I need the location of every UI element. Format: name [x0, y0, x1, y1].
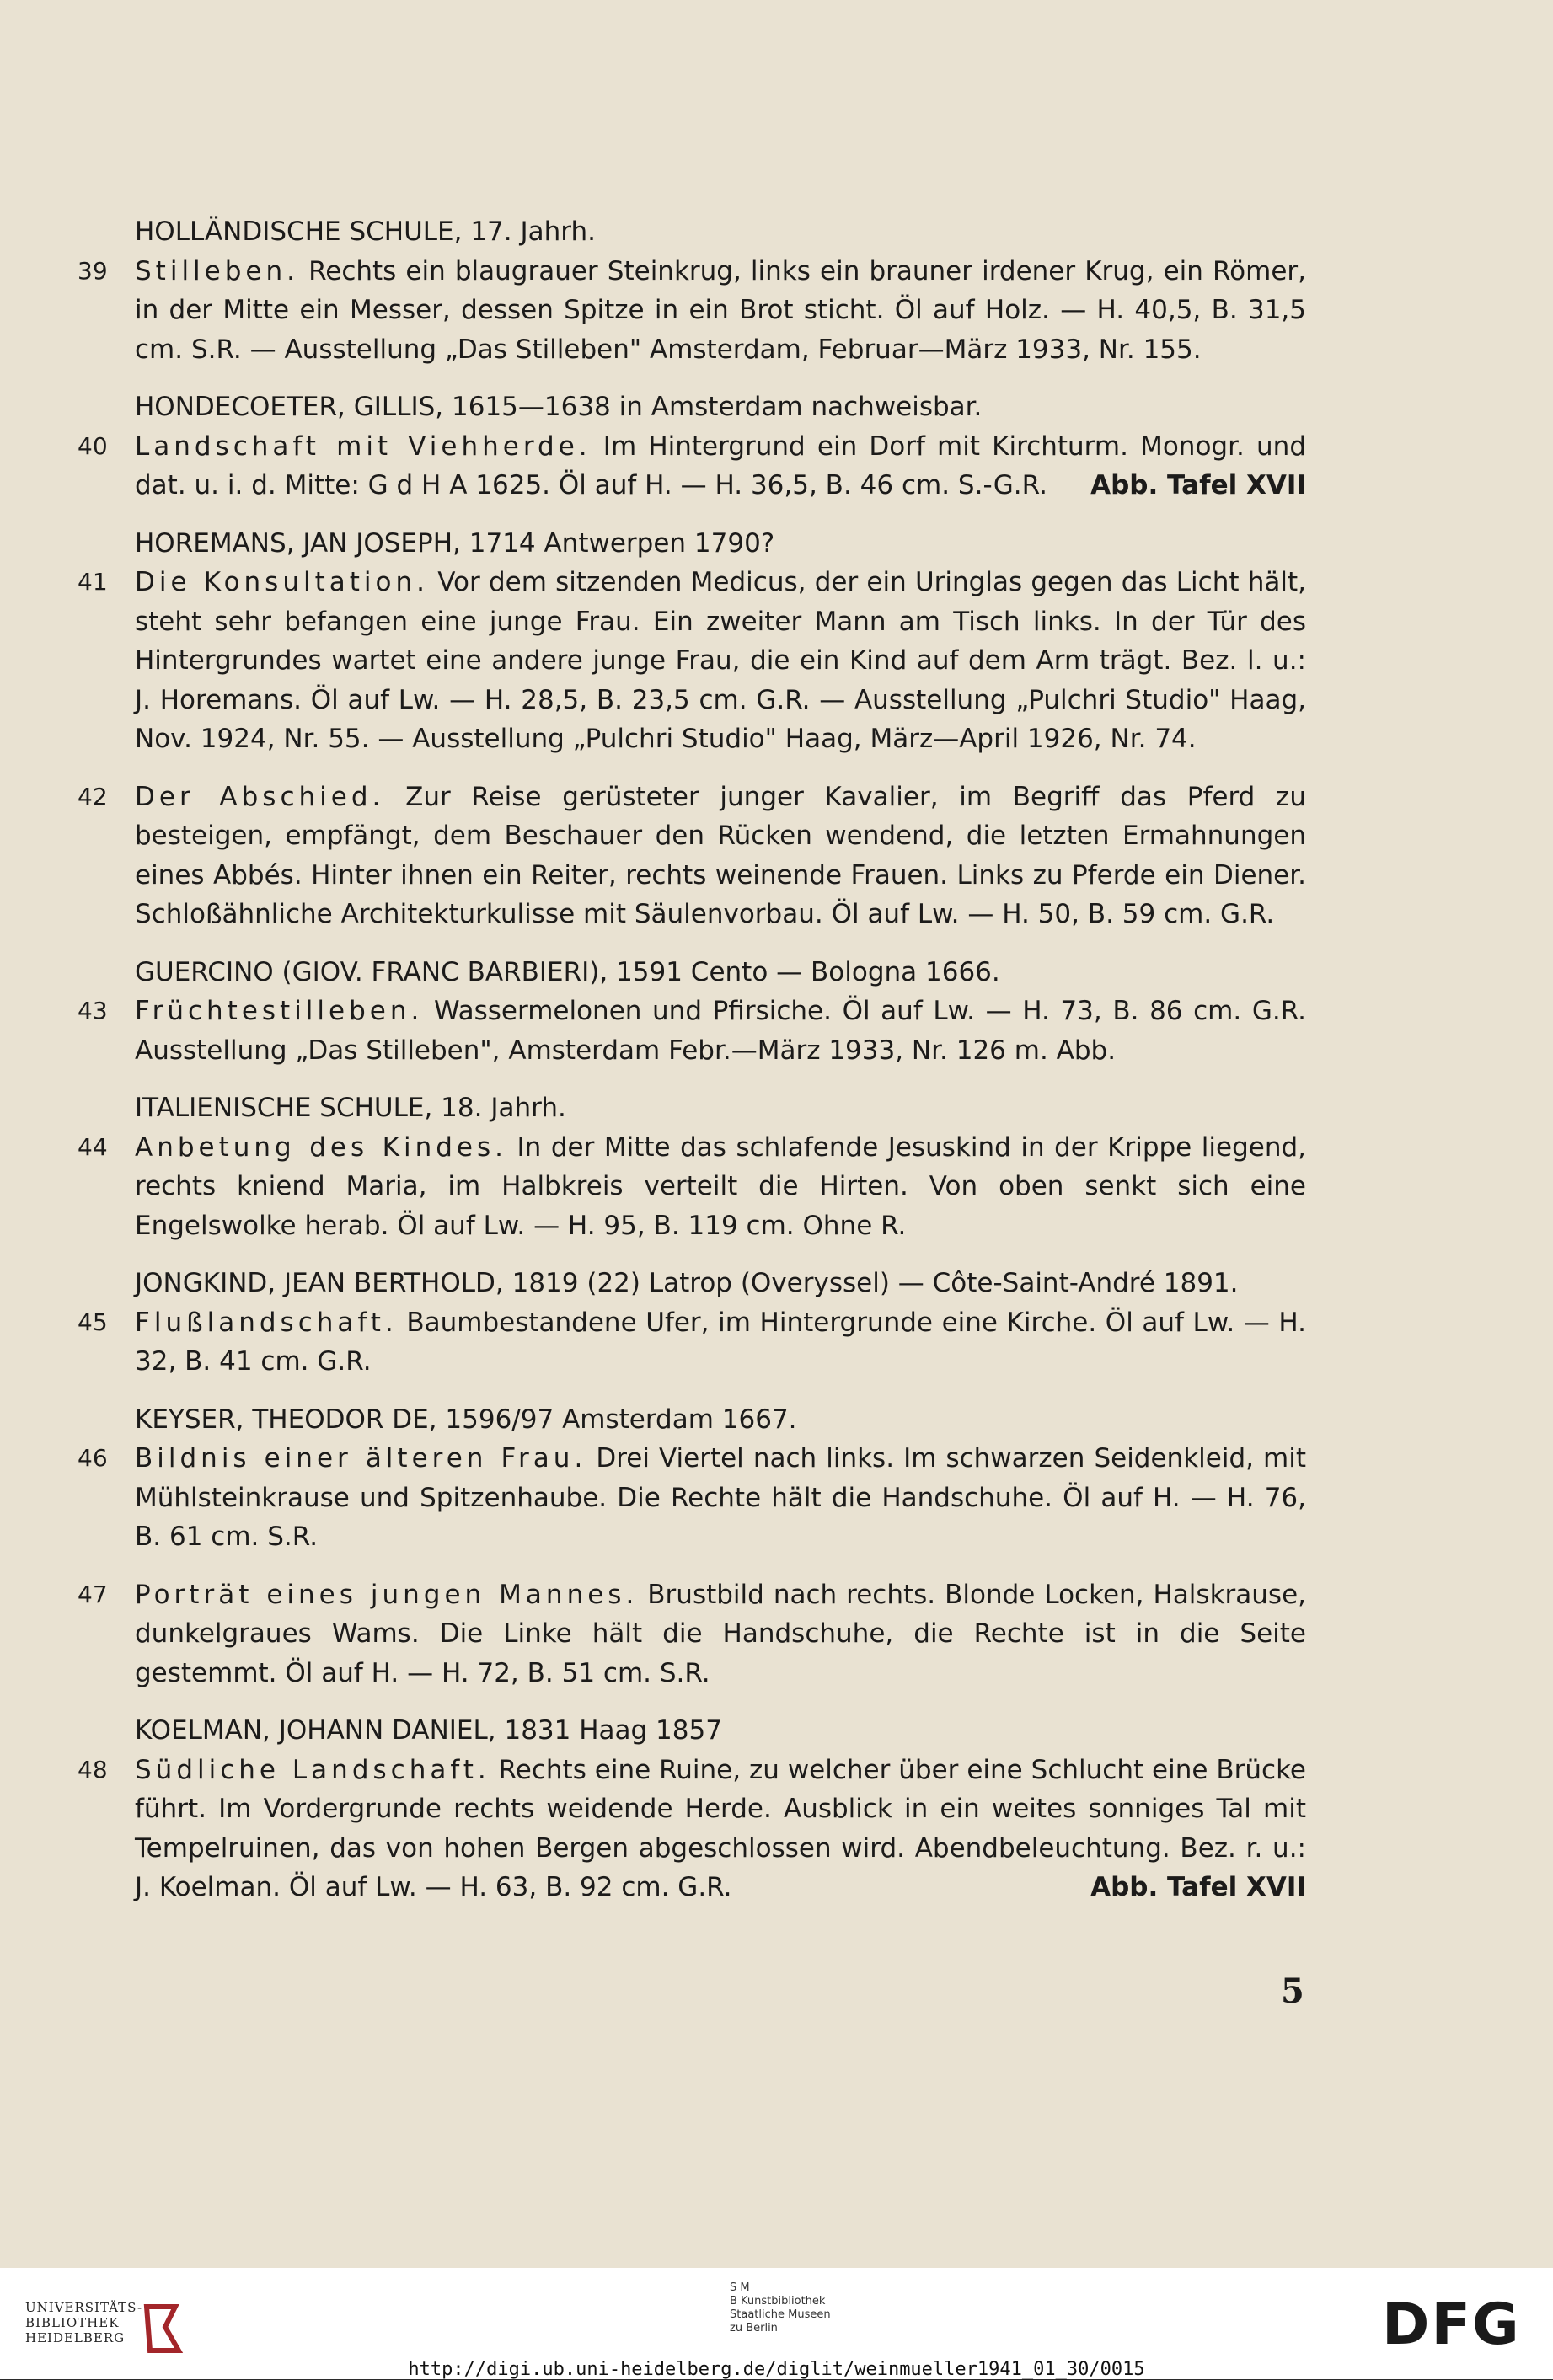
catalog-entry	[78, 1751, 1306, 1907]
artwork-description: Baumbestandene Ufer, im Hintergrunde eine Kirche. Öl auf Lw. — H. 32, B. 41 cm. G.R.	[135, 1307, 1306, 1377]
entry-gap	[118, 1693, 1306, 1711]
lot-number: 42	[78, 782, 108, 810]
catalog-entry	[78, 1439, 1306, 1557]
lot-number: 43	[78, 997, 108, 1024]
entry-gap	[118, 934, 1306, 953]
artwork-title: Südliche Landschaft.	[135, 1754, 490, 1785]
entry-gap	[118, 369, 1306, 388]
artwork-description: Rechts eine Ruine, zu welcher über eine Schlucht eine Brücke führt. Im Vordergrunde rechts weidende Herde. Ausblick in ein weites sonniges Tal mit Tempelruinen, das von hohen Bergen abgeschlossen wird. Abendbeleuchtung. Bez. r. u.: J. Koelman. Öl auf Lw. — H. 63, B. 92 cm. G.R.	[135, 1754, 1306, 1902]
artwork-description: Zur Reise gerüsteter junger Kavalier, im Begriff das Pferd zu besteigen, empfängt, dem Beschauer den Rücken wendend, die letzten Ermahnungen eines Abbés. Hinter ihnen ein Reiter, rechts weinende Frauen. Links zu Pferde ein Diener. Schloßähnliche Architekturkulisse mit Säulenvorbau. Öl auf Lw. — H. 50, B. 59 cm. G.R.	[135, 781, 1306, 929]
catalog-entry	[78, 992, 1306, 1070]
plate-reference: Abb. Tafel XVII	[1090, 1872, 1306, 1902]
entry-gap	[118, 1070, 1306, 1088]
entry-gap	[118, 505, 1306, 524]
lot-number: 48	[78, 1755, 108, 1784]
artwork-title: Flußlandschaft.	[135, 1307, 398, 1338]
smb-line: S M	[730, 2281, 750, 2294]
lot-number: 41	[78, 568, 108, 596]
permalink-url[interactable]: http://digi.ub.uni-heidelberg.de/diglit/weinmueller1941_01_30/0015	[408, 2359, 1145, 2380]
lot-number: 46	[78, 1444, 108, 1472]
entry-gap	[118, 1557, 1306, 1575]
artist-heading: GUERCINO (GIOV. FRANC BARBIERI), 1591 Cento — Bologna 1666.	[135, 956, 1000, 987]
ub-heidelberg-label	[25, 2300, 142, 2345]
smb-line: zu Berlin	[730, 2322, 778, 2335]
lot-number: 40	[78, 431, 108, 460]
artwork-title: Bildnis einer älteren Frau.	[135, 1443, 587, 1473]
plate-reference: Abb. Tafel XVII	[1090, 470, 1306, 500]
ub-line: BIBLIOTHEK	[25, 2315, 120, 2330]
dfg-logo: DFG	[1382, 2292, 1521, 2358]
lot-number: 45	[78, 1308, 108, 1336]
ub-heidelberg-logo-icon	[142, 2302, 185, 2356]
artwork-title: Landschaft mit Viehherde.	[135, 431, 592, 462]
catalog-entry	[78, 427, 1306, 505]
artist-heading: HONDECOETER, GILLIS, 1615—1638 in Amsterdam nachweisbar.	[135, 392, 983, 422]
entry-gap	[118, 1245, 1306, 1264]
artwork-title: Stilleben.	[135, 255, 299, 286]
artist-heading: KEYSER, THEODOR DE, 1596/97 Amsterdam 1667.	[135, 1404, 797, 1435]
catalog-entry	[78, 1303, 1306, 1382]
artwork-description: Rechts ein blaugrauer Steinkrug, links ein brauner irdener Krug, ein Römer, in der Mitte ein Messer, dessen Spitze in ein Brot sticht. Öl auf Holz. — H. 40,5, B. 31,5 cm. S.R. — Ausstellung „Das Stilleben" Amsterdam, Februar—März 1933, Nr. 155.	[135, 255, 1306, 365]
artwork-title: Früchtestilleben.	[135, 996, 424, 1026]
catalog-entry	[78, 778, 1306, 934]
artwork-description: Im Hintergrund ein Dorf mit Kirchturm. Monogr. und dat. u. i. d. Mitte: G d H A 1625. Öl auf H. — H. 36,5, B. 46 cm. S.-G.R.	[135, 431, 1306, 500]
lot-number: 44	[78, 1132, 108, 1161]
entry-gap	[118, 759, 1306, 778]
page-number: 5	[1281, 1971, 1304, 2011]
artist-heading: ITALIENISCHE SCHULE, 18. Jahrh.	[135, 1093, 566, 1123]
catalog-entry	[78, 1575, 1306, 1693]
lot-number: 47	[78, 1580, 108, 1608]
artist-heading: KOELMAN, JOHANN DANIEL, 1831 Haag 1857	[135, 1715, 722, 1746]
artist-heading: HOLLÄNDISCHE SCHULE, 17. Jahrh.	[135, 217, 596, 247]
entry-gap	[118, 1382, 1306, 1400]
smb-line: B Kunstbibliothek	[730, 2295, 826, 2308]
catalog-entries	[78, 212, 1306, 1907]
artwork-title: Der Abschied.	[135, 781, 385, 812]
catalog-entry	[78, 252, 1306, 370]
artwork-title: Die Konsultation.	[135, 567, 429, 597]
artwork-description: In der Mitte das schlafende Jesuskind in der Krippe liegend, rechts kniend Maria, im Halbkreis verteilt die Hirten. Von oben senkt sich eine Engelswolke herab. Öl auf Lw. — H. 95, B. 119 cm. Ohne R.	[135, 1131, 1306, 1241]
artwork-title: Anbetung des Kindes.	[135, 1131, 508, 1163]
ub-line: UNIVERSITÄTS-	[25, 2300, 143, 2315]
artist-heading: JONGKIND, JEAN BERTHOLD, 1819 (22) Latrop (Overyssel) — Côte-Saint-André 1891.	[135, 1268, 1239, 1298]
artist-heading: HOREMANS, JAN JOSEPH, 1714 Antwerpen 1790?	[135, 527, 775, 559]
artwork-description: Vor dem sitzenden Medicus, der ein Uringlas gegen das Licht hält, steht sehr befangen eine junge Frau. Ein zweiter Mann am Tisch links. In der Tür des Hintergrundes wartet eine andere junge Frau, die ein Kind auf dem Arm trägt. Bez. l. u.: J. Horemans. Öl auf Lw. — H. 28,5, B. 23,5 cm. G.R. — Ausstellung „Pulchri Studio" Haag, Nov. 1924, Nr. 55. — Ausstellung „Pulchri Studio" Haag, März—April 1926, Nr. 74.	[135, 567, 1306, 754]
catalog-entry	[78, 1128, 1306, 1246]
ub-line: HEIDELBERG	[25, 2330, 126, 2345]
smb-line: Staatliche Museen	[730, 2308, 831, 2321]
artwork-description: Brustbild nach rechts. Blonde Locken, Halskrause, dunkelgraues Wams. Die Linke hält die Handschuhe, die Rechte ist in die Seite gestemmt. Öl auf H. — H. 72, B. 51 cm. S.R.	[135, 1579, 1306, 1688]
smb-kunstbibliothek-label	[730, 2281, 831, 2335]
artwork-description: Drei Viertel nach links. Im schwarzen Seidenkleid, mit Mühlsteinkrause und Spitzenhaube. Die Rechte hält die Handschuhe. Öl auf H. — H. 76, B. 61 cm. S.R.	[135, 1443, 1306, 1552]
catalog-entry	[78, 563, 1306, 759]
artwork-description: Wassermelonen und Pfirsiche. Öl auf Lw. — H. 73, B. 86 cm. G.R. Ausstellung „Das Stilleben", Amsterdam Febr.—März 1933, Nr. 126 m. Abb.	[135, 996, 1306, 1066]
lot-number: 39	[78, 256, 108, 285]
artwork-title: Porträt eines jungen Mannes.	[135, 1579, 639, 1610]
